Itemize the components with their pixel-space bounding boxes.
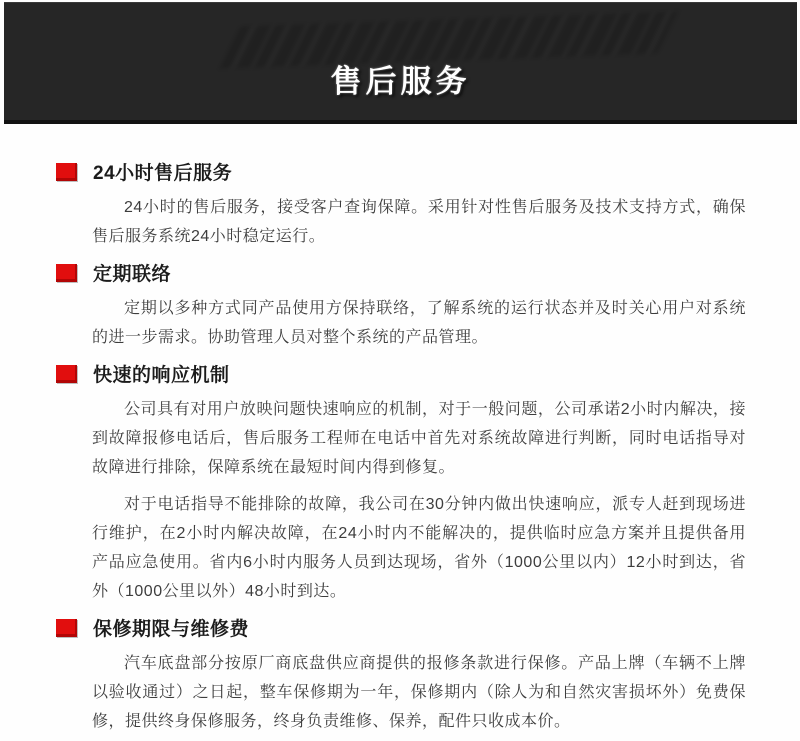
section-heading: 保修期限与维修费: [93, 619, 250, 640]
section-paragraphs: [92, 193, 746, 251]
title-banner: [4, 2, 797, 124]
section-paragraphs: [92, 649, 746, 736]
service-section: [56, 259, 746, 352]
section-header: [56, 158, 746, 185]
section-header: [56, 614, 746, 641]
section-heading: 定期联络: [93, 264, 172, 285]
red-square-bullet-icon: [56, 264, 77, 282]
section-header: [56, 360, 746, 387]
section-paragraph: 对于电话指导不能排除的故障，我公司在30分钟内做出快速响应，派专人赶到现场进行维护，在2小时内解决故障，在24小时内不能解决的，提供临时应急方案并且提供备用产品应急使用。省内6小时内服务人员到达现场，省外（1000公里以内）12小时到达，省外（1000公里以外）48小时到达。: [92, 496, 746, 600]
section-paragraph: 24小时的售后服务，接受客户查询保障。采用针对性售后服务及技术支持方式，确保售后服务系统24小时稳定运行。: [92, 199, 746, 245]
section-heading: 24小时售后服务: [93, 163, 233, 184]
section-paragraph: 汽车底盘部分按原厂商底盘供应商提供的报修条款进行保修。产品上牌（车辆不上牌以验收通过）之日起，整车保修期为一年，保修期内（除人为和自然灾害损坏外）免费保修，提供终身保修服务，终身负责维修、保养，配件只收成本价。: [92, 655, 746, 730]
service-section: [56, 360, 746, 606]
section-paragraph: 定期以多种方式同产品使用方保持联络，了解系统的运行状态并及时关心用户对系统的进一步需求。协助管理人员对整个系统的产品管理。: [92, 300, 746, 346]
section-heading: 快速的响应机制: [93, 365, 230, 386]
red-square-bullet-icon: [56, 163, 77, 181]
section-paragraphs: [92, 395, 746, 606]
red-square-bullet-icon: [56, 365, 77, 383]
red-square-bullet-icon: [56, 619, 77, 637]
section-paragraphs: [92, 294, 746, 352]
page-title: 售后服务: [330, 64, 471, 99]
service-section: [56, 158, 746, 251]
sections: [0, 124, 800, 736]
section-header: [56, 259, 746, 286]
section-paragraph: 公司具有对用户放映问题快速响应的机制，对于一般问题，公司承诺2小时内解决，接到故障报修电话后，售后服务工程师在电话中首先对系统故障进行判断，同时电话指导对故障进行排除，保障系统在最短时间内得到修复。: [92, 401, 746, 476]
service-section: [56, 614, 746, 736]
